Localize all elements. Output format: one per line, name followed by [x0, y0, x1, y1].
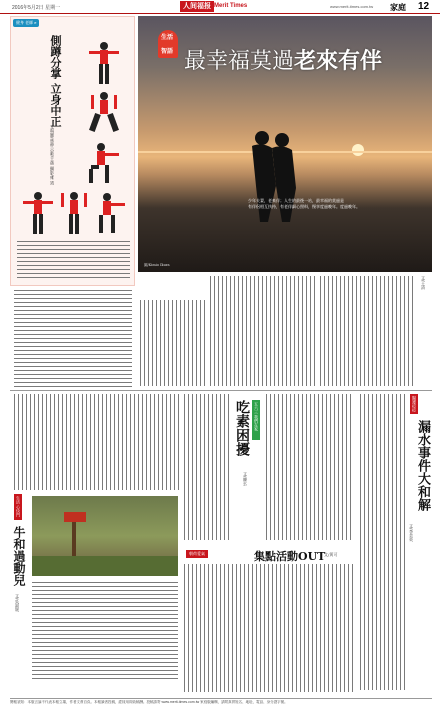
eat-byline: 文/陳玄	[243, 472, 248, 486]
life-photo	[32, 496, 178, 576]
main-essay-column-2	[210, 276, 316, 386]
leak-article	[360, 394, 432, 694]
hero-photo	[138, 16, 432, 272]
photo-grass	[32, 556, 178, 576]
life-byline: 文/吳淑媛	[15, 594, 20, 612]
photo-sign	[64, 512, 86, 522]
main-essay-column-3	[140, 300, 206, 386]
happy-tag: 朝荷愛氣	[186, 550, 208, 558]
leak-byline: 文/李美英	[409, 524, 414, 542]
eat-body-left	[184, 394, 230, 540]
hero-headline	[184, 44, 382, 75]
exercise-article-text	[14, 290, 132, 388]
exercise-sidebar	[10, 16, 135, 286]
hero-badge-top: 生活	[161, 35, 174, 41]
hero-caption-line2: 有伴侶相互扶持，有老伴細心照料，慢享度過晚年。度過晚年。	[248, 204, 360, 209]
leak-body-text	[360, 394, 406, 690]
footer-text: 閱報須知：本版言論不代表本報立場，作者文責自負。本報讀者投稿，經採用即致稿酬。投稿請寄 www.merit-times.com.tw 家庭版編輯，請附真實姓名、地址、電話、身分證字號。	[10, 700, 288, 704]
website: www.merit-times.com.tw	[330, 4, 374, 9]
divider-line	[10, 390, 432, 391]
sidebar-tag: 健身 老師 e	[13, 19, 39, 27]
logo: 人间福报	[180, 1, 214, 12]
section-name: 家庭	[390, 3, 406, 12]
eat-body-right	[266, 394, 354, 540]
couple-silhouette	[238, 126, 308, 226]
left-middle-text	[14, 394, 180, 490]
hero-caption-line1: 少年夫妻，老來伴；人生的最後一站，最幸福的莫過是	[248, 198, 344, 203]
exercise-figure-4	[21, 191, 55, 237]
leak-tag: 醫護痘痘	[412, 396, 417, 412]
exercise-figure-5	[57, 191, 91, 237]
life-title: 牛和過動兒	[12, 526, 26, 586]
hero-caption	[248, 198, 426, 210]
hero-headline-part2: 老來有伴	[294, 48, 383, 74]
hero-badge-bottom: 智語	[161, 49, 174, 55]
sidebar-byline: 文與圖/林靜 示範/王蒨 攝影/雍 靖	[50, 125, 55, 185]
exercise-figure-3	[87, 141, 121, 187]
life-tag: 生活 心快門	[14, 494, 22, 520]
happy-byline: 文/黃可	[324, 552, 338, 557]
hero-credit: 圖/Kimio Ikura	[144, 263, 170, 267]
life-article	[10, 494, 182, 684]
sidebar-body-text	[17, 241, 130, 281]
sun	[352, 144, 364, 156]
happy-article	[184, 548, 356, 694]
main-essay-column-1	[320, 276, 416, 386]
exercise-figure-2	[87, 91, 121, 137]
masthead	[0, 0, 440, 14]
leak-title: 漏水事件大和解	[415, 420, 430, 511]
eat-tag: 五六三 我們在家	[252, 400, 260, 440]
sidebar-title: 側蹲分掌 立身中正	[49, 35, 62, 127]
exercise-figure-1	[87, 41, 121, 87]
issue-date: 2016年5月2日 星期一	[12, 5, 61, 11]
eat-article	[184, 394, 356, 544]
page-number: 12	[418, 1, 430, 12]
hero-badge	[158, 30, 178, 58]
exercise-figure-6	[93, 191, 127, 237]
main-essay-byline: 文/王清	[421, 276, 426, 290]
footer-notice	[10, 698, 432, 706]
happy-body-text	[184, 564, 354, 692]
happy-title: 集點活動OUT	[254, 550, 326, 563]
eat-title: 吃素困擾	[234, 400, 250, 456]
life-body-text	[32, 582, 178, 680]
logo-english: Merit Times	[214, 3, 248, 9]
hero-headline-part1: 最幸福莫過	[184, 49, 295, 74]
